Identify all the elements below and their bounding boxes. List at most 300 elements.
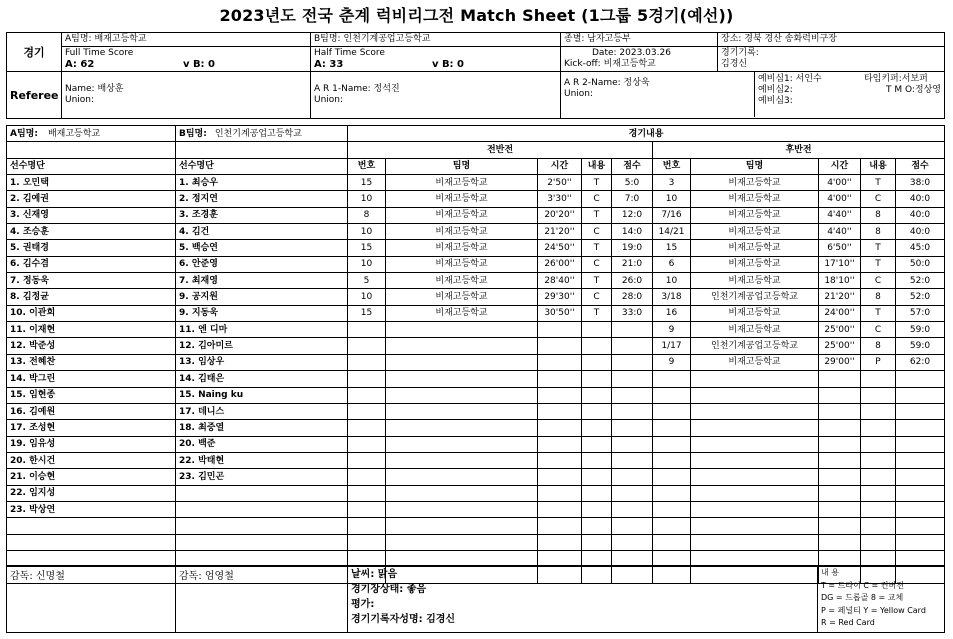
second-half-cell (691, 485, 819, 501)
second-half-cell: P (861, 354, 896, 370)
second-half-cell (691, 469, 819, 485)
team-b-player: 13. 임상우 (176, 354, 348, 370)
table-row (7, 420, 945, 436)
team-a-player: 22. 임지성 (7, 485, 176, 501)
first-half-cell (348, 452, 386, 468)
second-half-cell: 45:0 (896, 240, 945, 256)
first-half-cell (582, 354, 612, 370)
second-half-cell: 4'40'' (819, 207, 861, 223)
table-row (7, 289, 945, 305)
second-half-cell (861, 420, 896, 436)
second-half-cell: 40:0 (896, 224, 945, 240)
team-a-player: 17. 조성현 (7, 420, 176, 436)
second-half-cell: 3/18 (653, 289, 691, 305)
second-half-cell: 1/17 (653, 338, 691, 354)
first-half-cell: 8 (348, 207, 386, 223)
team-a-player: 3. 신재영 (7, 207, 176, 223)
first-half-cell (612, 403, 653, 419)
first-half-cell: T (582, 305, 612, 321)
team-a-player: 10. 이관희 (7, 305, 176, 321)
second-half-cell: 24'00'' (819, 305, 861, 321)
team-a-player: 8. 김정균 (7, 289, 176, 305)
table-row (7, 305, 945, 321)
second-half-cell (861, 469, 896, 485)
first-half-cell (538, 338, 582, 354)
second-half-cell: 59:0 (896, 338, 945, 354)
second-half-cell: 57:0 (896, 305, 945, 321)
second-half-cell (653, 403, 691, 419)
second-half-cell (691, 387, 819, 403)
first-half-cell: 21'20'' (538, 224, 582, 240)
roster-scoring-table (6, 125, 945, 584)
second-half-cell (819, 436, 861, 452)
second-half-cell (653, 371, 691, 387)
first-half-cell (386, 452, 538, 468)
first-half-cell (538, 322, 582, 338)
team-b-player: 2. 정지연 (176, 191, 348, 207)
team-a-player: 16. 김예원 (7, 403, 176, 419)
first-half-cell: 33:0 (612, 305, 653, 321)
team-a-player: 12. 박준성 (7, 338, 176, 354)
second-half-cell: 7/16 (653, 207, 691, 223)
second-half-cell: 비재고등학교 (691, 256, 819, 272)
first-half-cell (386, 403, 538, 419)
second-half-cell: 8 (861, 289, 896, 305)
table-row (7, 403, 945, 419)
first-half-cell: 26:0 (612, 273, 653, 289)
second-half-cell (861, 403, 896, 419)
first-half-cell (538, 518, 582, 534)
first-half-cell (538, 403, 582, 419)
second-half-cell: 비재고등학교 (691, 273, 819, 289)
first-half-cell: 비재고등학교 (386, 175, 538, 191)
roster-header-row (7, 126, 945, 142)
first-half-cell (348, 518, 386, 534)
first-half-cell: 비재고등학교 (386, 224, 538, 240)
second-half-cell (653, 420, 691, 436)
first-half-cell (582, 338, 612, 354)
first-half-cell: 15 (348, 305, 386, 321)
team-b-player: 12. 김아미르 (176, 338, 348, 354)
first-half-cell (582, 501, 612, 517)
second-half-cell: 비재고등학교 (691, 175, 819, 191)
column-header: 점수 (896, 158, 945, 174)
team-a-player: 2. 김예권 (7, 191, 176, 207)
first-half-cell (348, 338, 386, 354)
second-half-cell (653, 469, 691, 485)
second-half-cell (653, 436, 691, 452)
first-half-cell: T (582, 240, 612, 256)
second-half-cell (861, 534, 896, 550)
first-half-cell: T (582, 175, 612, 191)
second-half-cell (819, 485, 861, 501)
second-half-cell (819, 501, 861, 517)
first-half-cell: 비재고등학교 (386, 289, 538, 305)
first-half-cell (582, 485, 612, 501)
first-half-cell (386, 322, 538, 338)
second-half-cell (691, 403, 819, 419)
reserve-officials: 예비심1: 서인수 예비심2: 예비심3: 타임키퍼:서보퍼 T M O:정상영 (754, 72, 944, 117)
first-half-cell (612, 436, 653, 452)
second-half-cell: 8 (861, 224, 896, 240)
second-half-cell: T (861, 175, 896, 191)
assistant-referee-1: A R 1-Name: 정석진 Union: (311, 72, 561, 119)
first-half-cell (582, 322, 612, 338)
first-half-cell: 10 (348, 289, 386, 305)
second-half-cell: C (861, 191, 896, 207)
second-half-cell (819, 469, 861, 485)
second-half-cell: 29'00'' (819, 354, 861, 370)
second-half-cell: 18'10'' (819, 273, 861, 289)
conditions (348, 566, 818, 633)
first-half-cell (612, 338, 653, 354)
second-half-cell: 50:0 (896, 256, 945, 272)
second-half-cell: 59:0 (896, 322, 945, 338)
first-half-cell: 비재고등학교 (386, 207, 538, 223)
first-half-cell (612, 322, 653, 338)
first-half-cell (612, 371, 653, 387)
field-condition: 경기장상태: 좋음 (351, 584, 427, 595)
match-header-table (6, 32, 945, 119)
table-row (7, 224, 945, 240)
team-a-player: 13. 전혜찬 (7, 354, 176, 370)
first-half-cell (582, 534, 612, 550)
team-a-player: 20. 한시건 (7, 452, 176, 468)
second-half-cell (896, 534, 945, 550)
team-b-player: 6. 안준영 (176, 256, 348, 272)
second-half-cell: 인천기계공업고등학교 (691, 289, 819, 305)
second-half-cell (819, 452, 861, 468)
second-half-cell: 16 (653, 305, 691, 321)
second-half-cell (819, 534, 861, 550)
team-a-player: 23. 박상연 (7, 501, 176, 517)
first-half-cell (538, 354, 582, 370)
recorder-signature: 경기기록자성명: 김경신 (351, 614, 456, 625)
roster-spacer-a (7, 142, 176, 158)
second-half-cell (653, 501, 691, 517)
second-half-cell: 비재고등학교 (691, 322, 819, 338)
second-half-cell: C (861, 273, 896, 289)
second-half-cell (896, 403, 945, 419)
table-row (7, 452, 945, 468)
first-half-cell (386, 469, 538, 485)
first-half-cell (612, 501, 653, 517)
second-half-cell: 9 (653, 322, 691, 338)
column-header: 내용 (861, 158, 896, 174)
match-date: Date: 2023.03.26 (592, 48, 671, 58)
second-half-cell (896, 501, 945, 517)
second-half-cell: 10 (653, 191, 691, 207)
first-half-cell: 20'20'' (538, 207, 582, 223)
team-a-player: 5. 권태경 (7, 240, 176, 256)
second-half-cell (861, 518, 896, 534)
first-half-cell (348, 436, 386, 452)
first-half-cell (386, 387, 538, 403)
full-time-score: Full Time Score A: 62 v B: 0 (62, 47, 311, 72)
first-half-cell (348, 387, 386, 403)
first-half-cell (612, 387, 653, 403)
second-half-cell (896, 371, 945, 387)
first-half-cell: 26'00'' (538, 256, 582, 272)
team-b-player: 15. Naing ku (176, 387, 348, 403)
second-half-cell (896, 485, 945, 501)
second-half-cell (819, 518, 861, 534)
second-half-cell (691, 420, 819, 436)
second-half-cell (896, 518, 945, 534)
first-half-cell (538, 420, 582, 436)
table-row (7, 436, 945, 452)
first-half-cell (582, 387, 612, 403)
second-half-cell: 40:0 (896, 191, 945, 207)
team-b-player: 14. 김태은 (176, 371, 348, 387)
second-half-cell: 4'00'' (819, 191, 861, 207)
roster-spacer-b (176, 142, 348, 158)
first-half-cell: T (582, 207, 612, 223)
table-row (7, 469, 945, 485)
second-half-cell: 3 (653, 175, 691, 191)
team-b-player (176, 518, 348, 534)
team-b-player: 9. 지동욱 (176, 305, 348, 321)
first-half-cell (538, 436, 582, 452)
first-half-cell: 2'50'' (538, 175, 582, 191)
second-half-cell (653, 485, 691, 501)
first-half-title: 전반전 (348, 142, 653, 158)
first-half-cell: 29'30'' (538, 289, 582, 305)
half-time-score: Half Time Score A: 33 v B: 0 (311, 47, 561, 72)
team-a-name: 배재고등학교 (47, 128, 101, 139)
second-half-cell: 17'10'' (819, 256, 861, 272)
first-half-cell (348, 469, 386, 485)
first-half-cell (348, 354, 386, 370)
column-header: 시간 (538, 158, 582, 174)
table-row (7, 191, 945, 207)
first-half-cell: C (582, 289, 612, 305)
first-half-cell: 10 (348, 191, 386, 207)
team-a-player: 19. 임유성 (7, 436, 176, 452)
first-half-cell: 비재고등학교 (386, 305, 538, 321)
team-b-player (176, 534, 348, 550)
second-half-cell (861, 371, 896, 387)
second-half-cell: T (861, 240, 896, 256)
first-half-cell: 15 (348, 175, 386, 191)
full-time-a: A: 62 (65, 59, 95, 70)
team-b-player: 22. 박태현 (176, 452, 348, 468)
first-half-cell: 21:0 (612, 256, 653, 272)
team-b-player: 7. 최재영 (176, 273, 348, 289)
second-half-cell: 21'20'' (819, 289, 861, 305)
column-header: 번호 (348, 158, 386, 174)
team-b-label: B팀명: (179, 128, 207, 139)
team-a-player: 1. 오민택 (7, 175, 176, 191)
second-half-cell: 4'00'' (819, 175, 861, 191)
second-half-cell (861, 452, 896, 468)
first-half-cell: 10 (348, 256, 386, 272)
first-half-cell: 비재고등학교 (386, 240, 538, 256)
first-half-cell (386, 436, 538, 452)
match-label: 경기 (7, 33, 62, 72)
first-half-cell (348, 420, 386, 436)
first-half-cell: 7:0 (612, 191, 653, 207)
team-b-player (176, 485, 348, 501)
second-half-cell: 8 (861, 207, 896, 223)
table-row (7, 322, 945, 338)
first-half-cell (386, 534, 538, 550)
first-half-cell: 3'30'' (538, 191, 582, 207)
team-b-player: 17. 데니스 (176, 403, 348, 419)
first-half-cell: C (582, 224, 612, 240)
first-half-cell: 5:0 (612, 175, 653, 191)
second-half-cell (896, 469, 945, 485)
first-half-cell (538, 452, 582, 468)
first-half-cell: 15 (348, 240, 386, 256)
second-half-cell (819, 371, 861, 387)
first-half-cell (582, 420, 612, 436)
table-row (7, 273, 945, 289)
first-half-cell: C (582, 191, 612, 207)
first-half-cell (582, 469, 612, 485)
first-half-cell (348, 501, 386, 517)
first-half-cell (386, 354, 538, 370)
second-half-cell: 15 (653, 240, 691, 256)
second-half-cell: 10 (653, 273, 691, 289)
second-half-cell: 비재고등학교 (691, 305, 819, 321)
team-b-player: 20. 백준 (176, 436, 348, 452)
second-half-cell: 비재고등학교 (691, 191, 819, 207)
team-a-player: 21. 이승현 (7, 469, 176, 485)
first-half-cell (386, 485, 538, 501)
first-half-cell: 24'50'' (538, 240, 582, 256)
table-row (7, 256, 945, 272)
table-row (7, 175, 945, 191)
first-half-cell (386, 501, 538, 517)
first-half-cell: 19:0 (612, 240, 653, 256)
first-half-cell (348, 403, 386, 419)
second-half-cell: 52:0 (896, 273, 945, 289)
first-half-cell (582, 371, 612, 387)
second-half-cell (691, 518, 819, 534)
first-half-cell (612, 354, 653, 370)
half-time-b: v B: 0 (431, 59, 464, 70)
team-a-player: 14. 박그린 (7, 371, 176, 387)
referee: Name: 배상훈 Union: (62, 72, 311, 119)
legend: 내 용 T = 트라이 C = 컨버젼 DG = 드롭골 8 = 교체 P = 페널티 Y = Yellow Card R = Red Card (818, 566, 945, 633)
team-b-player: 3. 조경훈 (176, 207, 348, 223)
first-half-cell (386, 338, 538, 354)
column-header: 팀명 (386, 158, 538, 174)
coach-b: 감독: 엄영철 (176, 566, 348, 633)
second-half-cell (653, 387, 691, 403)
first-half-cell (386, 518, 538, 534)
first-half-cell (582, 403, 612, 419)
table-row (7, 207, 945, 223)
first-half-cell (538, 534, 582, 550)
second-half-cell: 9 (653, 354, 691, 370)
second-half-cell (819, 420, 861, 436)
second-half-cell (819, 387, 861, 403)
second-half-cell: 4'40'' (819, 224, 861, 240)
second-half-cell (896, 452, 945, 468)
second-half-cell: 40:0 (896, 207, 945, 223)
second-half-cell (861, 485, 896, 501)
first-half-cell: 5 (348, 273, 386, 289)
first-half-cell (538, 501, 582, 517)
second-half-cell (653, 452, 691, 468)
full-time-b: v B: 0 (182, 59, 215, 70)
team-a-players-header: 선수명단 (7, 158, 176, 174)
second-half-cell (861, 501, 896, 517)
second-half-cell: T (861, 256, 896, 272)
first-half-cell (348, 371, 386, 387)
first-half-cell: 비재고등학교 (386, 273, 538, 289)
team-b-name: 인천기계공업고등학교 (214, 128, 302, 139)
second-half-title: 후반전 (653, 142, 945, 158)
team-b-header: B팀명: 인천기계공업고등학교 (311, 33, 561, 47)
column-header: 시간 (819, 158, 861, 174)
second-half-cell (861, 387, 896, 403)
first-half-cell: T (582, 273, 612, 289)
team-b-player: 5. 백승연 (176, 240, 348, 256)
first-half-cell (612, 518, 653, 534)
first-half-cell: 14:0 (612, 224, 653, 240)
table-row (7, 371, 945, 387)
second-half-cell: 25'00'' (819, 322, 861, 338)
table-row (7, 485, 945, 501)
team-b-player: 23. 김민곤 (176, 469, 348, 485)
second-half-cell (819, 403, 861, 419)
kickoff: Kick-off: 비재고등학교 (564, 59, 656, 69)
team-b-player: 4. 김건 (176, 224, 348, 240)
second-half-cell: C (861, 322, 896, 338)
team-a-label: A팀명: (10, 128, 38, 139)
second-half-cell: 6'50'' (819, 240, 861, 256)
second-half-cell: 비재고등학교 (691, 354, 819, 370)
first-half-cell (386, 371, 538, 387)
division: 종별: 남자고등부 (561, 33, 718, 47)
recorder: 경기기록: 김경신 (718, 47, 945, 72)
table-row (7, 518, 945, 534)
second-half-cell: 비재고등학교 (691, 224, 819, 240)
recorder-name: 김경신 (721, 59, 748, 69)
team-b-player: 18. 최중열 (176, 420, 348, 436)
second-half-cell (861, 436, 896, 452)
second-half-cell: 52:0 (896, 289, 945, 305)
first-half-cell (348, 322, 386, 338)
first-half-cell (612, 534, 653, 550)
table-row (7, 338, 945, 354)
first-half-cell (612, 452, 653, 468)
first-half-cell (612, 420, 653, 436)
first-half-cell: 28:0 (612, 289, 653, 305)
half-title-row (7, 142, 945, 158)
team-b-player (176, 501, 348, 517)
second-half-cell: 25'00'' (819, 338, 861, 354)
venue: 장소: 경북 경산 송화럭비구장 (718, 33, 945, 47)
weather: 날씨: 맑음 (351, 569, 398, 580)
table-row (7, 534, 945, 550)
footer-table (6, 565, 945, 633)
team-a-player (7, 518, 176, 534)
column-header-row (7, 158, 945, 174)
team-a-player: 15. 임현종 (7, 387, 176, 403)
second-half-cell: 비재고등학교 (691, 240, 819, 256)
first-half-cell: 비재고등학교 (386, 191, 538, 207)
second-half-cell: 14/21 (653, 224, 691, 240)
scoring-section-title: 경기내용 (348, 126, 945, 142)
second-half-cell: 62:0 (896, 354, 945, 370)
table-row (7, 240, 945, 256)
first-half-cell (582, 452, 612, 468)
second-half-cell (653, 518, 691, 534)
